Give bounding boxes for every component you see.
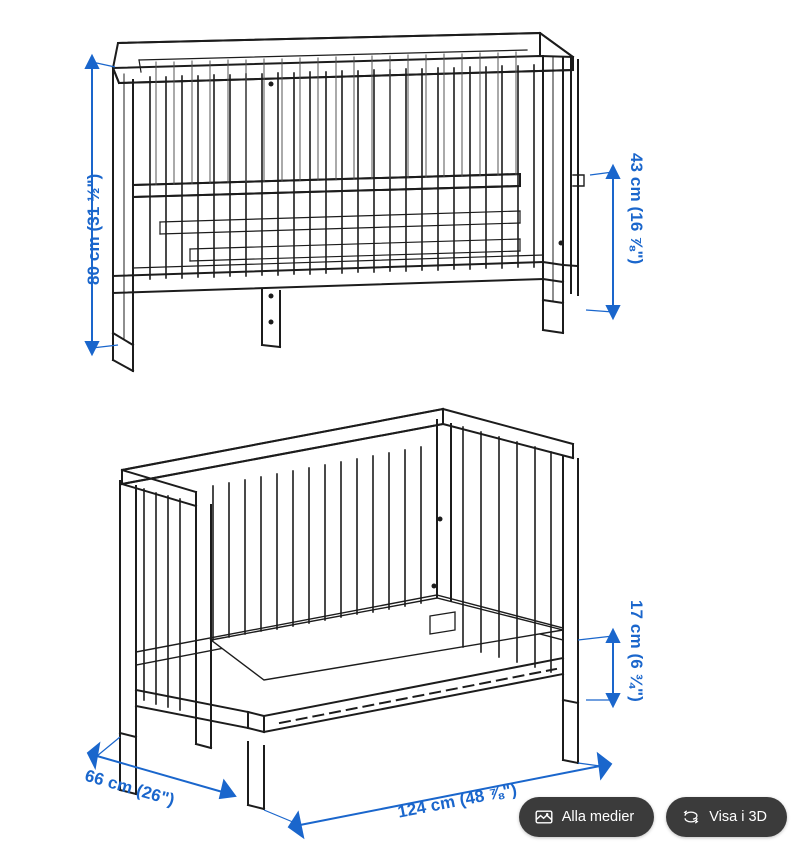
dimension-label-length: 124 cm (48 ⅞") — [396, 779, 519, 822]
view-3d-button[interactable] — [666, 797, 787, 837]
dimension-label-width: 66 cm (26") — [82, 766, 177, 810]
all-media-button[interactable] — [519, 797, 655, 837]
dimension-label-height: 80 cm (31 ½") — [84, 173, 103, 285]
all-media-label: Alla medier — [561, 809, 635, 825]
dimension-label-base-clearance: 17 cm (6 ¾") — [627, 600, 646, 702]
view-3d-label: Visa i 3D — [709, 809, 767, 825]
front-view-crib — [113, 33, 584, 809]
dimension-label-mattress-base-height: 43 cm (16 ⅞") — [627, 153, 646, 265]
rotate-3d-icon — [682, 808, 700, 826]
media-toolbar — [519, 797, 787, 837]
image-gallery-icon — [535, 808, 553, 826]
